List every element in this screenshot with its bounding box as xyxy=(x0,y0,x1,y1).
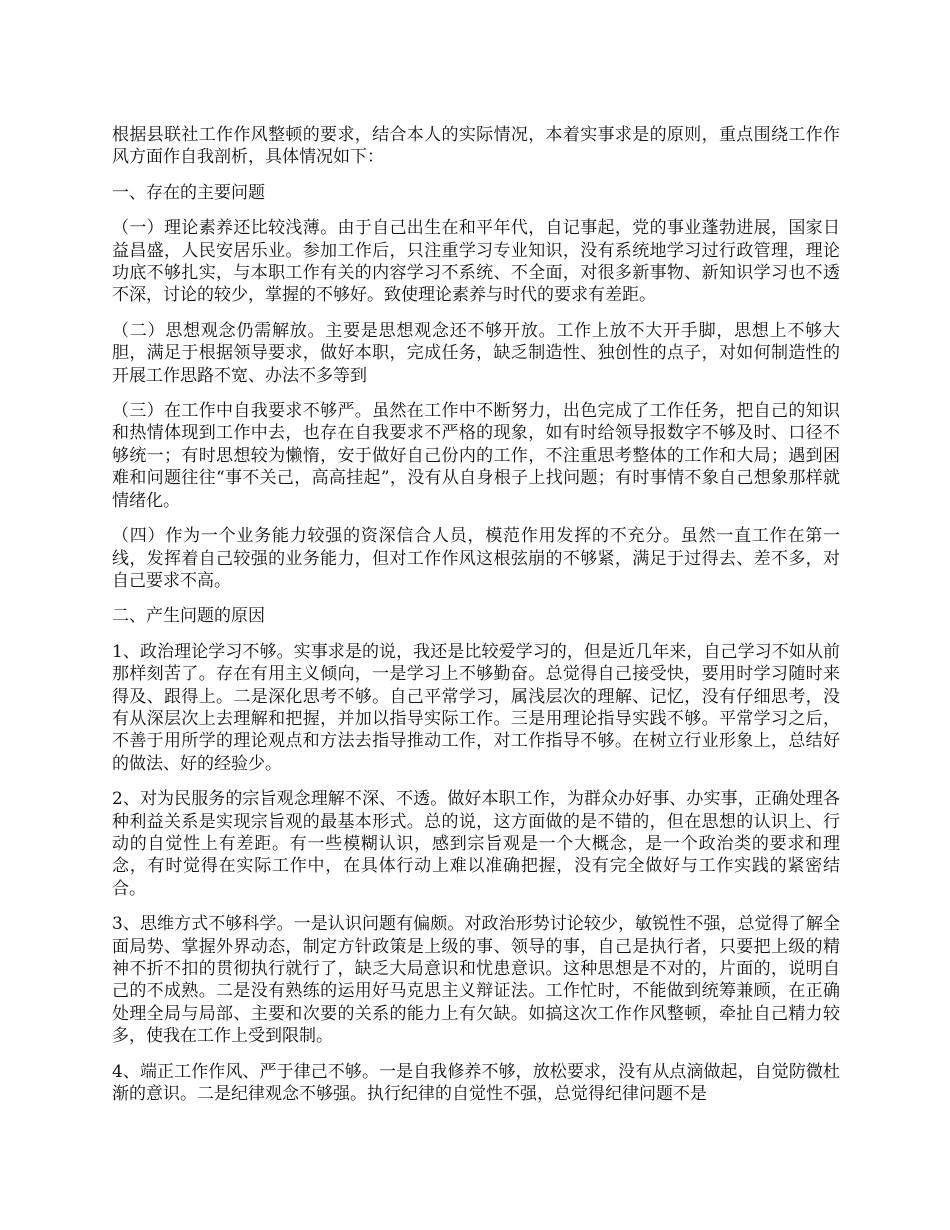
intro-paragraph: 根据县联社工作作风整顿的要求，结合本人的实际情况，本着实事求是的原则，重点围绕工作作风方面作自我剖析，具体情况如下： xyxy=(112,125,840,168)
cause-paragraph-3: 3、思维方式不够科学。一是认识问题有偏颇。对政治形势讨论较少，敏锐性不强，总觉得了解全面局势、掌握外界动态，制定方针政策是上级的事、领导的事，自己是执行者，只要把上级的精神不折不扣的贯彻执行就行了，缺乏大局意识和忧患意识。这种思想是不对的，片面的，说明自己的不成熟。二是没有熟练的运用好马克思主义辩证法。工作忙时，不能做到统筹兼顾，在正确处理全局与局部、主要和次要的关系的能力上有欠缺。如搞这次工作作风整顿，牵扯自己精力较多，使我在工作上受到限制。 xyxy=(112,914,840,1047)
problem-paragraph-2: （二）思想观念仍需解放。主要是思想观念还不够开放。工作上放不大开手脚，思想上不够大胆，满足于根据领导要求，做好本职，完成任务，缺乏制造性、独创性的点子，对如何制造性的开展工作思路不宽、办法不多等到 xyxy=(112,320,840,386)
section-heading-problems: 一、存在的主要问题 xyxy=(112,182,265,203)
cause-paragraph-2: 2、对为民服务的宗旨观念理解不深、不透。做好本职工作，为群众办好事、办实事，正确处理各种利益关系是实现宗旨观的最基本形式。总的说，这方面做的是不错的，但在思想的认识上、行动的自觉性上有差距。有一些模糊认识，感到宗旨观是一个大概念，是一个政治类的要求和理念，有时觉得在实际工作中，在具体行动上难以准确把握，没有完全做好与工作实践的紧密结合。 xyxy=(112,789,840,899)
problem-paragraph-4: （四）作为一个业务能力较强的资深信合人员，模范作用发挥的不充分。虽然一直工作在第一线，发挥着自己较强的业务能力，但对工作作风这根弦崩的不够紧，满足于过得去、差不多，对自己要求不高。 xyxy=(112,526,840,591)
cause-paragraph-1: 1、政治理论学习不够。实事求是的说，我还是比较爱学习的，但是近几年来，自己学习不如从前那样刻苦了。存在有用主义倾向，一是学习上不够勤奋。总觉得自己接受快，要用时学习随时来得及、跟得上。二是深化思考不够。自己平常学习，属浅层次的理解、记忆，没有仔细思考，没有从深层次上去理解和把握，并加以指导实际工作。三是用理论指导实践不够。平常学习之后，不善于用所学的理论观点和方法去指导推动工作，对工作指导不够。在树立行业形象上，总结好的做法、好的经验少。 xyxy=(112,641,840,774)
document-body xyxy=(112,124,840,1118)
problem-paragraph-1: （一）理论素养还比较浅薄。由于自己出生在和平年代，自记事起，党的事业蓬勃进展，国家日益昌盛，人民安居乐业。参加工作后，只注重学习专业知识，没有系统地学习过行政管理，理论功底不够扎实，与本职工作有关的内容学习不系统、不全面，对很多新事物、新知识学习也不透不深，讨论的较少，掌握的不够好。致使理论素养与时代的要求有差距。 xyxy=(112,218,840,306)
problem-paragraph-3: （三）在工作中自我要求不够严。虽然在工作中不断努力，出色完成了工作任务，把自己的知识和热情体现到工作中去，也存在自我要求不严格的现象，如有时给领导报数字不够及时、口径不够统一；有时思想较为懒惰，安于做好自己份内的工作，不注重思考整体的工作和大局；遇到困难和问题往往“事不关己，高高挂起”，没有从自身根子上找问题；有时事情不象自己想象那样就情绪化。 xyxy=(112,401,840,511)
section-heading-causes: 二、产生问题的原因 xyxy=(112,606,265,627)
cause-paragraph-4: 4、端正工作作风、严于律己不够。一是自我修养不够，放松要求，没有从点滴做起，自觉防微杜渐的意识。二是纪律观念不够强。执行纪律的自觉性不强，总觉得纪律问题不是 xyxy=(112,1061,840,1105)
